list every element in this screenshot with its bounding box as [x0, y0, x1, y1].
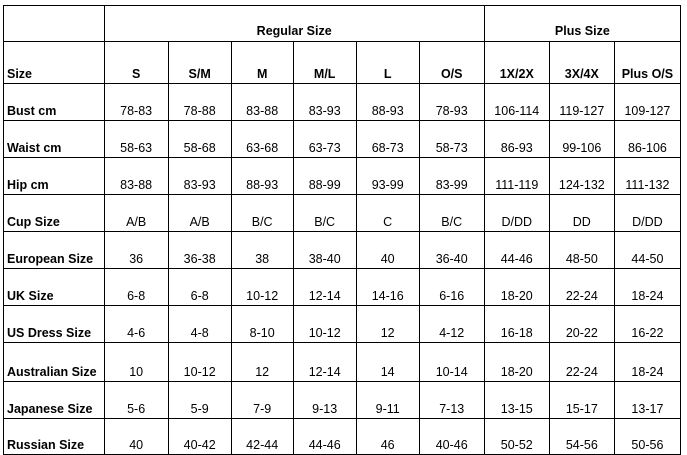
- table-cell: 12: [356, 306, 419, 343]
- table-cell: 5-9: [168, 382, 231, 419]
- row-label: Russian Size: [4, 419, 105, 455]
- table-cell: 10-12: [293, 306, 356, 343]
- table-cell: 22-24: [549, 343, 614, 382]
- table-cell: 111-119: [484, 158, 549, 195]
- table-cell: 14: [356, 343, 419, 382]
- table-cell: 42-44: [231, 419, 293, 455]
- table-cell: 14-16: [356, 269, 419, 306]
- row-label: Hip cm: [4, 158, 105, 195]
- size-column-header: Plus O/S: [614, 42, 680, 84]
- table-cell: B/C: [231, 195, 293, 232]
- table-cell: 9-11: [356, 382, 419, 419]
- table-cell: 40-46: [419, 419, 484, 455]
- regular-size-header: Regular Size: [104, 6, 484, 42]
- table-cell: 22-24: [549, 269, 614, 306]
- table-cell: 50-56: [614, 419, 680, 455]
- table-cell: 86-106: [614, 121, 680, 158]
- table-row: [4, 84, 681, 121]
- table-cell: 7-9: [231, 382, 293, 419]
- table-cell: 119-127: [549, 84, 614, 121]
- table-cell: 12-14: [293, 269, 356, 306]
- size-column-header: S/M: [168, 42, 231, 84]
- table-cell: 78-93: [419, 84, 484, 121]
- table-cell: 9-13: [293, 382, 356, 419]
- table-cell: 12-14: [293, 343, 356, 382]
- table-cell: A/B: [168, 195, 231, 232]
- table-cell: 18-24: [614, 343, 680, 382]
- table-cell: 54-56: [549, 419, 614, 455]
- table-cell: 18-20: [484, 269, 549, 306]
- table-cell: 50-52: [484, 419, 549, 455]
- table-cell: 78-83: [104, 84, 168, 121]
- row-label: Cup Size: [4, 195, 105, 232]
- table-row: [4, 232, 681, 269]
- table-cell: 58-73: [419, 121, 484, 158]
- size-header-row: [4, 42, 681, 84]
- size-row-label: Size: [4, 42, 105, 84]
- table-cell: 109-127: [614, 84, 680, 121]
- size-column-header: 3X/4X: [549, 42, 614, 84]
- table-cell: 48-50: [549, 232, 614, 269]
- row-label: Japanese Size: [4, 382, 105, 419]
- table-cell: 7-13: [419, 382, 484, 419]
- table-cell: D/DD: [484, 195, 549, 232]
- table-cell: 16-22: [614, 306, 680, 343]
- table-cell: 78-88: [168, 84, 231, 121]
- table-cell: 124-132: [549, 158, 614, 195]
- table-cell: 63-68: [231, 121, 293, 158]
- size-column-header: S: [104, 42, 168, 84]
- table-row: [4, 195, 681, 232]
- table-cell: 88-99: [293, 158, 356, 195]
- row-label: Waist cm: [4, 121, 105, 158]
- table-cell: 44-46: [484, 232, 549, 269]
- table-row: [4, 343, 681, 382]
- table-cell: 4-8: [168, 306, 231, 343]
- table-row: [4, 419, 681, 455]
- table-cell: 10-12: [231, 269, 293, 306]
- table-cell: 63-73: [293, 121, 356, 158]
- table-cell: 20-22: [549, 306, 614, 343]
- table-cell: B/C: [293, 195, 356, 232]
- table-cell: 40-42: [168, 419, 231, 455]
- table-cell: 83-88: [104, 158, 168, 195]
- table-cell: 40: [104, 419, 168, 455]
- group-header-row: [4, 6, 681, 42]
- table-row: [4, 121, 681, 158]
- table-cell: 10: [104, 343, 168, 382]
- table-cell: 10-12: [168, 343, 231, 382]
- table-cell: 8-10: [231, 306, 293, 343]
- table-cell: 40: [356, 232, 419, 269]
- table-cell: B/C: [419, 195, 484, 232]
- table-cell: 16-18: [484, 306, 549, 343]
- table-cell: 38: [231, 232, 293, 269]
- table-cell: DD: [549, 195, 614, 232]
- table-row: [4, 382, 681, 419]
- table-cell: 13-15: [484, 382, 549, 419]
- table-row: [4, 306, 681, 343]
- table-cell: D/DD: [614, 195, 680, 232]
- size-column-header: O/S: [419, 42, 484, 84]
- table-cell: C: [356, 195, 419, 232]
- table-cell: 83-93: [293, 84, 356, 121]
- size-column-header: M/L: [293, 42, 356, 84]
- table-cell: 68-73: [356, 121, 419, 158]
- table-row: [4, 269, 681, 306]
- size-column-header: M: [231, 42, 293, 84]
- table-cell: 44-46: [293, 419, 356, 455]
- table-cell: 12: [231, 343, 293, 382]
- table-cell: 15-17: [549, 382, 614, 419]
- size-column-header: 1X/2X: [484, 42, 549, 84]
- table-cell: 36: [104, 232, 168, 269]
- table-cell: 44-50: [614, 232, 680, 269]
- row-label: Bust cm: [4, 84, 105, 121]
- size-chart-body: [4, 84, 681, 455]
- table-cell: 13-17: [614, 382, 680, 419]
- table-cell: 83-99: [419, 158, 484, 195]
- table-cell: 10-14: [419, 343, 484, 382]
- table-cell: 111-132: [614, 158, 680, 195]
- table-cell: 36-38: [168, 232, 231, 269]
- size-column-header: L: [356, 42, 419, 84]
- table-cell: 86-93: [484, 121, 549, 158]
- table-cell: 46: [356, 419, 419, 455]
- table-cell: 88-93: [356, 84, 419, 121]
- table-row: [4, 158, 681, 195]
- table-cell: 4-6: [104, 306, 168, 343]
- size-chart-table: [3, 5, 681, 455]
- table-cell: 4-12: [419, 306, 484, 343]
- table-cell: 6-8: [104, 269, 168, 306]
- table-cell: 99-106: [549, 121, 614, 158]
- row-label: US Dress Size: [4, 306, 105, 343]
- table-cell: 6-16: [419, 269, 484, 306]
- row-label: European Size: [4, 232, 105, 269]
- table-cell: A/B: [104, 195, 168, 232]
- table-cell: 83-88: [231, 84, 293, 121]
- table-cell: 18-24: [614, 269, 680, 306]
- table-cell: 5-6: [104, 382, 168, 419]
- corner-cell: [4, 6, 105, 42]
- table-cell: 83-93: [168, 158, 231, 195]
- table-cell: 58-68: [168, 121, 231, 158]
- table-cell: 18-20: [484, 343, 549, 382]
- table-cell: 38-40: [293, 232, 356, 269]
- row-label: Australian Size: [4, 343, 105, 382]
- table-cell: 88-93: [231, 158, 293, 195]
- row-label: UK Size: [4, 269, 105, 306]
- table-cell: 106-114: [484, 84, 549, 121]
- table-cell: 6-8: [168, 269, 231, 306]
- plus-size-header: Plus Size: [484, 6, 680, 42]
- table-cell: 58-63: [104, 121, 168, 158]
- table-cell: 93-99: [356, 158, 419, 195]
- table-cell: 36-40: [419, 232, 484, 269]
